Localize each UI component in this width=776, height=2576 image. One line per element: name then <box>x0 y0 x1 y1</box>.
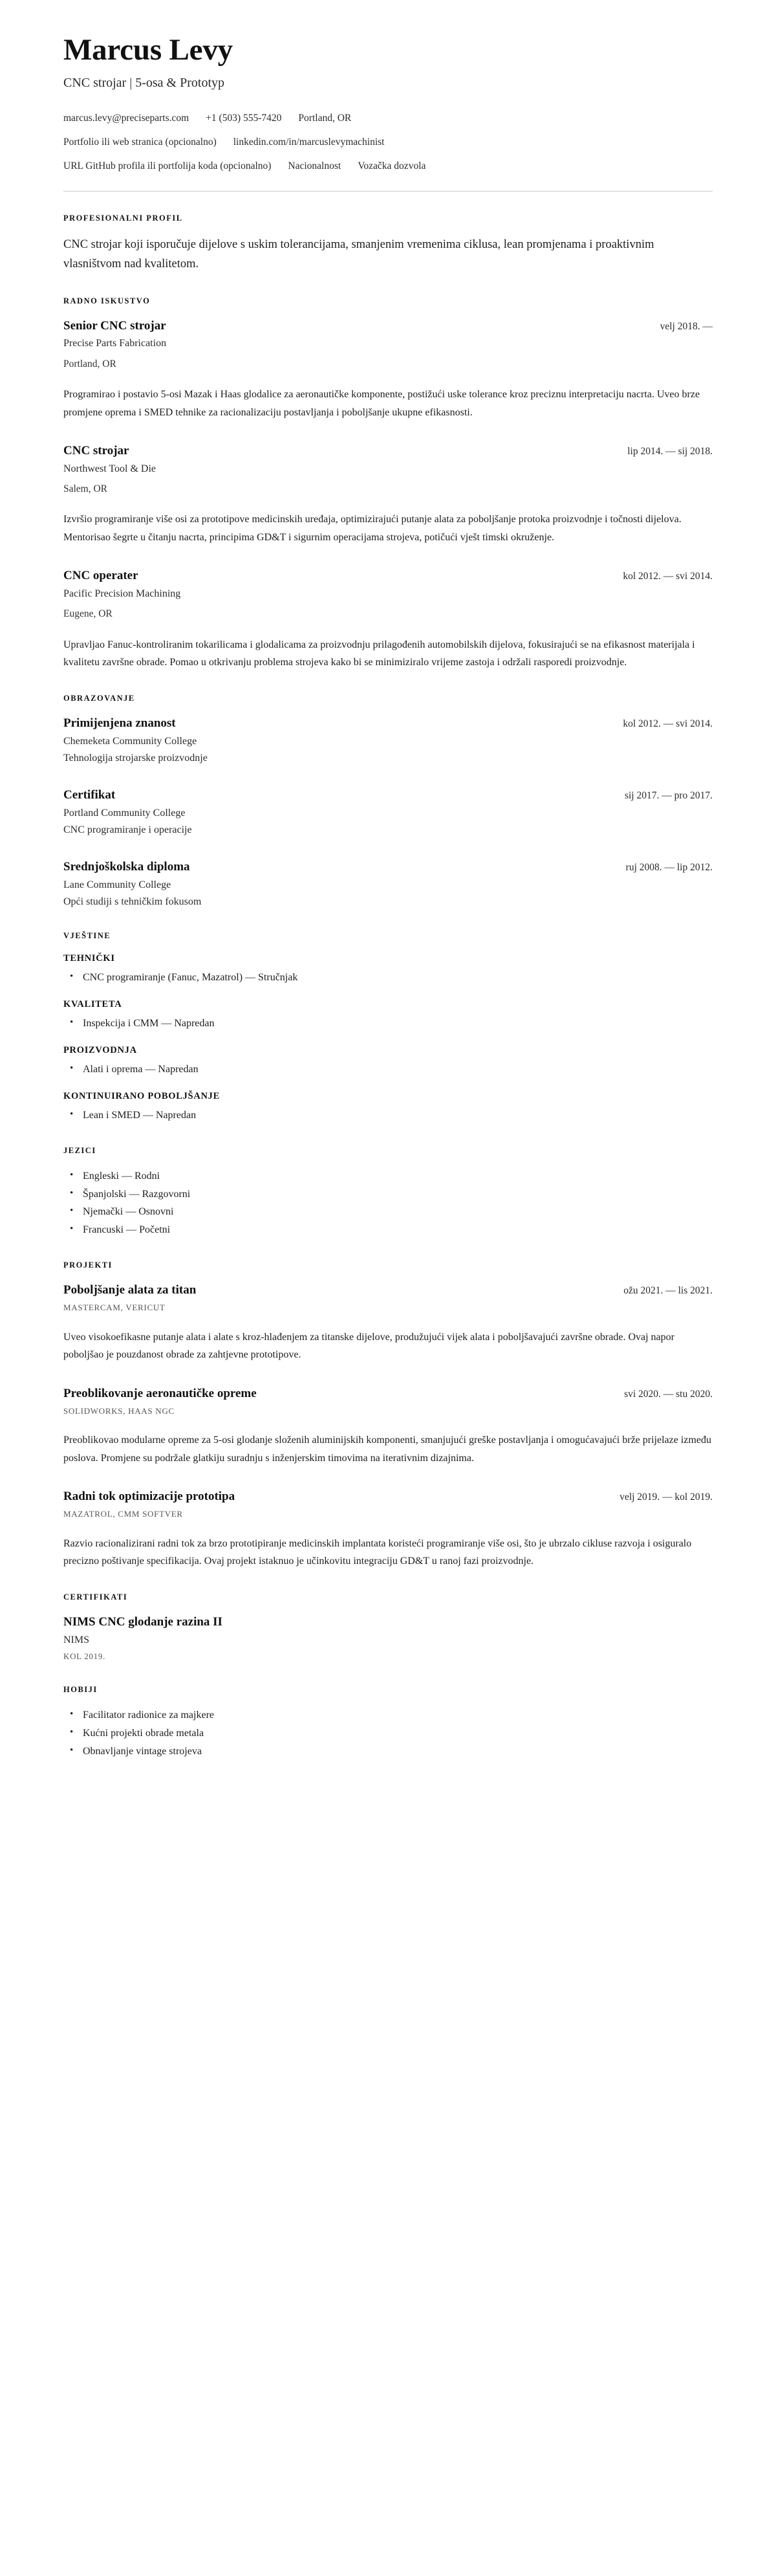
skill-group <box>63 1091 713 1124</box>
job-date: kol 2012. — svi 2014. <box>623 571 713 582</box>
job-description: Upravljao Fanuc-kontroliranim tokarilicama i glodalicama za proizvodnju prilagođenih automobilskih dijelova, fokusirajući se na efikasnost materijala i kvalitetu završne obrade. Pomao u otkrivanju problema strojeva kako bi se minimiziralo vrijeme zastoja i održali rasporedi proizvodnje. <box>63 639 695 668</box>
project-name: Poboljšanje alata za titan <box>63 1283 197 1297</box>
skill-group-title: PROIZVODNJA <box>63 1044 137 1055</box>
languages-list <box>63 1168 713 1239</box>
contact-item-2-0[interactable]: URL GitHub profila ili portfolija koda (opcionalno) <box>63 160 272 171</box>
education-entry <box>63 716 713 765</box>
job-title: CNC operater <box>63 569 138 583</box>
project-entry <box>63 1282 713 1364</box>
entry-header <box>63 443 713 459</box>
section-profile <box>63 214 713 274</box>
project-tech-stack: MASTERCAM, VERICUT <box>63 1302 166 1312</box>
skill-item: • CNC programiranje (Fanuc, Mazatrol) — Stručnjak <box>63 969 713 986</box>
language-item: • Španjolski — Razgovorni <box>63 1186 713 1203</box>
skill-item-list <box>63 1107 713 1124</box>
skill-item: • Alati i oprema — Napredan <box>63 1061 713 1078</box>
project-date: ožu 2021. — lis 2021. <box>623 1285 713 1297</box>
project-date: svi 2020. — stu 2020. <box>624 1388 713 1400</box>
section-title-projects: PROJEKTI <box>63 1260 113 1270</box>
section-experience <box>63 296 713 672</box>
entry-header <box>63 568 713 584</box>
job-title: Senior CNC strojar <box>63 318 166 333</box>
section-title-profile: PROFESIONALNI PROFIL <box>63 213 183 223</box>
section-hobbies <box>63 1685 713 1760</box>
job-date: velj 2018. — <box>660 320 713 332</box>
contact-row <box>63 111 713 126</box>
section-skills <box>63 931 713 1124</box>
education-date: sij 2017. — pro 2017. <box>624 789 713 801</box>
contact-item-0-2: Portland, OR <box>298 112 352 124</box>
contact-row <box>63 159 713 174</box>
skills-list <box>63 953 713 1124</box>
education-entry <box>63 859 713 909</box>
job-title: CNC strojar <box>63 444 129 458</box>
language-item: • Njemački — Osnovni <box>63 1204 713 1220</box>
entry-header <box>63 859 713 875</box>
project-entry <box>63 1489 713 1570</box>
contact-item-2-1: Nacionalnost <box>288 160 341 171</box>
entry-header <box>63 716 713 732</box>
language-item: • Engleski — Rodni <box>63 1168 713 1185</box>
certificates-list <box>63 1614 713 1663</box>
candidate-headline: CNC strojar | 5-osa & Prototyp <box>63 75 224 90</box>
contact-item-0-1: +1 (503) 555-7420 <box>206 112 282 124</box>
hobby-item: • Facilitator radionice za majkere <box>63 1707 713 1724</box>
skill-item-list <box>63 1061 713 1078</box>
job-location: Eugene, OR <box>63 608 113 620</box>
school-name: Chemeketa Community College <box>63 735 197 747</box>
skill-group-title: KVALITETA <box>63 998 122 1009</box>
experience-entry <box>63 443 713 546</box>
degree-title: Certifikat <box>63 787 116 802</box>
skill-group <box>63 999 713 1032</box>
section-education <box>63 694 713 909</box>
education-date: ruj 2008. — lip 2012. <box>625 861 713 873</box>
candidate-name: Marcus Levy <box>63 33 233 67</box>
section-title-hobbies: HOBIJI <box>63 1684 98 1694</box>
entry-header <box>63 1489 713 1505</box>
entry-header <box>63 318 713 335</box>
skill-item-list <box>63 1015 713 1032</box>
education-list <box>63 716 713 909</box>
project-description: Razvio racionalizirani radni tok za brzo prototipiranje medicinskih implantata koristeći programiranje više osi, što je ubrzalo cikluse razvoja i osiguralo precizno poštivanje specifikacija. Ovaj projekt istaknuo je učinkovitu integraciju GD&T u ranoj fazi proizvodnje. <box>63 1537 692 1567</box>
certificate-entry <box>63 1614 713 1663</box>
section-title-education: OBRAZOVANJE <box>63 693 135 703</box>
hobby-item: • Obnavljanje vintage strojeva <box>63 1743 713 1760</box>
entry-header <box>63 1614 713 1631</box>
job-description: Izvršio programiranje više osi za prototipove medicinskih uređaja, optimizirajući putanje alata za poboljšanje protoka proizvodnje i točnosti dijelova. Mentorisao šegrte u čitanju nacrta, principima GD&T i sigurnim operacijama strojeva, potičući vješt timski okruženje. <box>63 514 682 543</box>
section-languages <box>63 1146 713 1239</box>
projects-list <box>63 1282 713 1570</box>
project-name: Radni tok optimizacije prototipa <box>63 1490 235 1504</box>
certificate-date: KOL 2019. <box>63 1651 106 1661</box>
certificate-name: NIMS CNC glodanje razina II <box>63 1614 222 1629</box>
experience-list <box>63 318 713 672</box>
entry-header <box>63 787 713 804</box>
project-description: Uveo visokoefikasne putanje alata i alate s kroz-hlađenjem za titanske dijelove, produžujući vijek alata i poboljšavajući završne obrade. Ovaj napor poboljšao je pouzdanost obrade za zahtjevne prototipove. <box>63 1331 674 1361</box>
entry-header <box>63 1282 713 1299</box>
project-tech-stack: MAZATROL, CMM SOFTVER <box>63 1509 183 1519</box>
contact-row <box>63 135 713 150</box>
contact-item-2-2: Vozačka dozvola <box>358 160 426 171</box>
skill-item: • Lean i SMED — Napredan <box>63 1107 713 1124</box>
education-date: kol 2012. — svi 2014. <box>623 718 713 729</box>
company-name: Pacific Precision Machining <box>63 588 181 600</box>
skill-group <box>63 1045 713 1078</box>
section-projects <box>63 1260 713 1570</box>
language-item: • Francuski — Početni <box>63 1222 713 1238</box>
experience-entry <box>63 318 713 421</box>
profile-summary-text: CNC strojar koji isporučuje dijelove s uskim tolerancijama, smanjenim vremenima ciklusa, lean promjenama i proaktivnim vlasništvom nad kvalitetom. <box>63 237 654 270</box>
job-date: lip 2014. — sij 2018. <box>627 446 713 457</box>
company-name: Precise Parts Fabrication <box>63 338 167 349</box>
resume-header <box>63 34 713 192</box>
skill-group <box>63 953 713 986</box>
header-divider <box>63 191 713 192</box>
project-name: Preoblikovanje aeronautičke opreme <box>63 1386 257 1400</box>
education-entry <box>63 787 713 837</box>
project-entry <box>63 1386 713 1468</box>
contact-block <box>63 111 713 174</box>
section-title-experience: RADNO ISKUSTVO <box>63 296 151 305</box>
contact-item-1-0: Portfolio ili web stranica (opcionalno) <box>63 136 217 148</box>
job-description: Programirao i postavio 5-osi Mazak i Haas glodalice za aeronautičke komponente, postižući uske tolerance kroz preciznu interpretaciju nacrta. Uveo brze promjene oprema i SMED tehnike za racionalizaciju postavljanja i poboljšanje ukupne efikasnosti. <box>63 389 700 418</box>
company-name: Northwest Tool & Die <box>63 463 156 474</box>
hobbies-list <box>63 1707 713 1760</box>
degree-title: Srednjoškolska diploma <box>63 859 190 874</box>
entry-header <box>63 1386 713 1402</box>
skill-group-title: KONTINUIRANO POBOLJŠANJE <box>63 1090 220 1101</box>
project-description: Preoblikovao modularne opreme za 5-osi glodanje složenih aluminijskih komponenti, smanjujući greške postavljanja i omogućavajući brže prijelaze između poslova. Promjene su podržale glatkiju suradnju s inženjerskim timovima na iterativnim dizajnima. <box>63 1435 711 1464</box>
certificate-issuer: NIMS <box>63 1634 90 1646</box>
job-location: Salem, OR <box>63 483 108 494</box>
project-tech-stack: SOLIDWORKS, HAAS NGC <box>63 1405 175 1416</box>
section-certificates <box>63 1592 713 1663</box>
field-of-study: CNC programiranje i operacije <box>63 824 192 835</box>
skill-group-title: TEHNIČKI <box>63 953 115 964</box>
contact-item-0-0[interactable]: marcus.levy@preciseparts.com <box>63 112 189 124</box>
degree-title: Primijenjena znanost <box>63 716 176 730</box>
hobby-item: • Kućni projekti obrade metala <box>63 1725 713 1742</box>
section-title-certificates: CERTIFIKATI <box>63 1592 128 1602</box>
skill-item-list <box>63 969 713 986</box>
field-of-study: Tehnologija strojarske proizvodnje <box>63 752 208 764</box>
skill-item: • Inspekcija i CMM — Napredan <box>63 1015 713 1032</box>
section-title-skills: VJEŠTINE <box>63 931 111 941</box>
school-name: Portland Community College <box>63 807 186 819</box>
contact-item-1-1[interactable]: linkedin.com/in/marcuslevymachinist <box>233 136 385 148</box>
project-date: velj 2019. — kol 2019. <box>620 1492 713 1503</box>
section-title-languages: JEZICI <box>63 1145 96 1155</box>
job-location: Portland, OR <box>63 358 116 369</box>
field-of-study: Opći studiji s tehničkim fokusom <box>63 896 202 907</box>
experience-entry <box>63 568 713 671</box>
school-name: Lane Community College <box>63 879 171 890</box>
